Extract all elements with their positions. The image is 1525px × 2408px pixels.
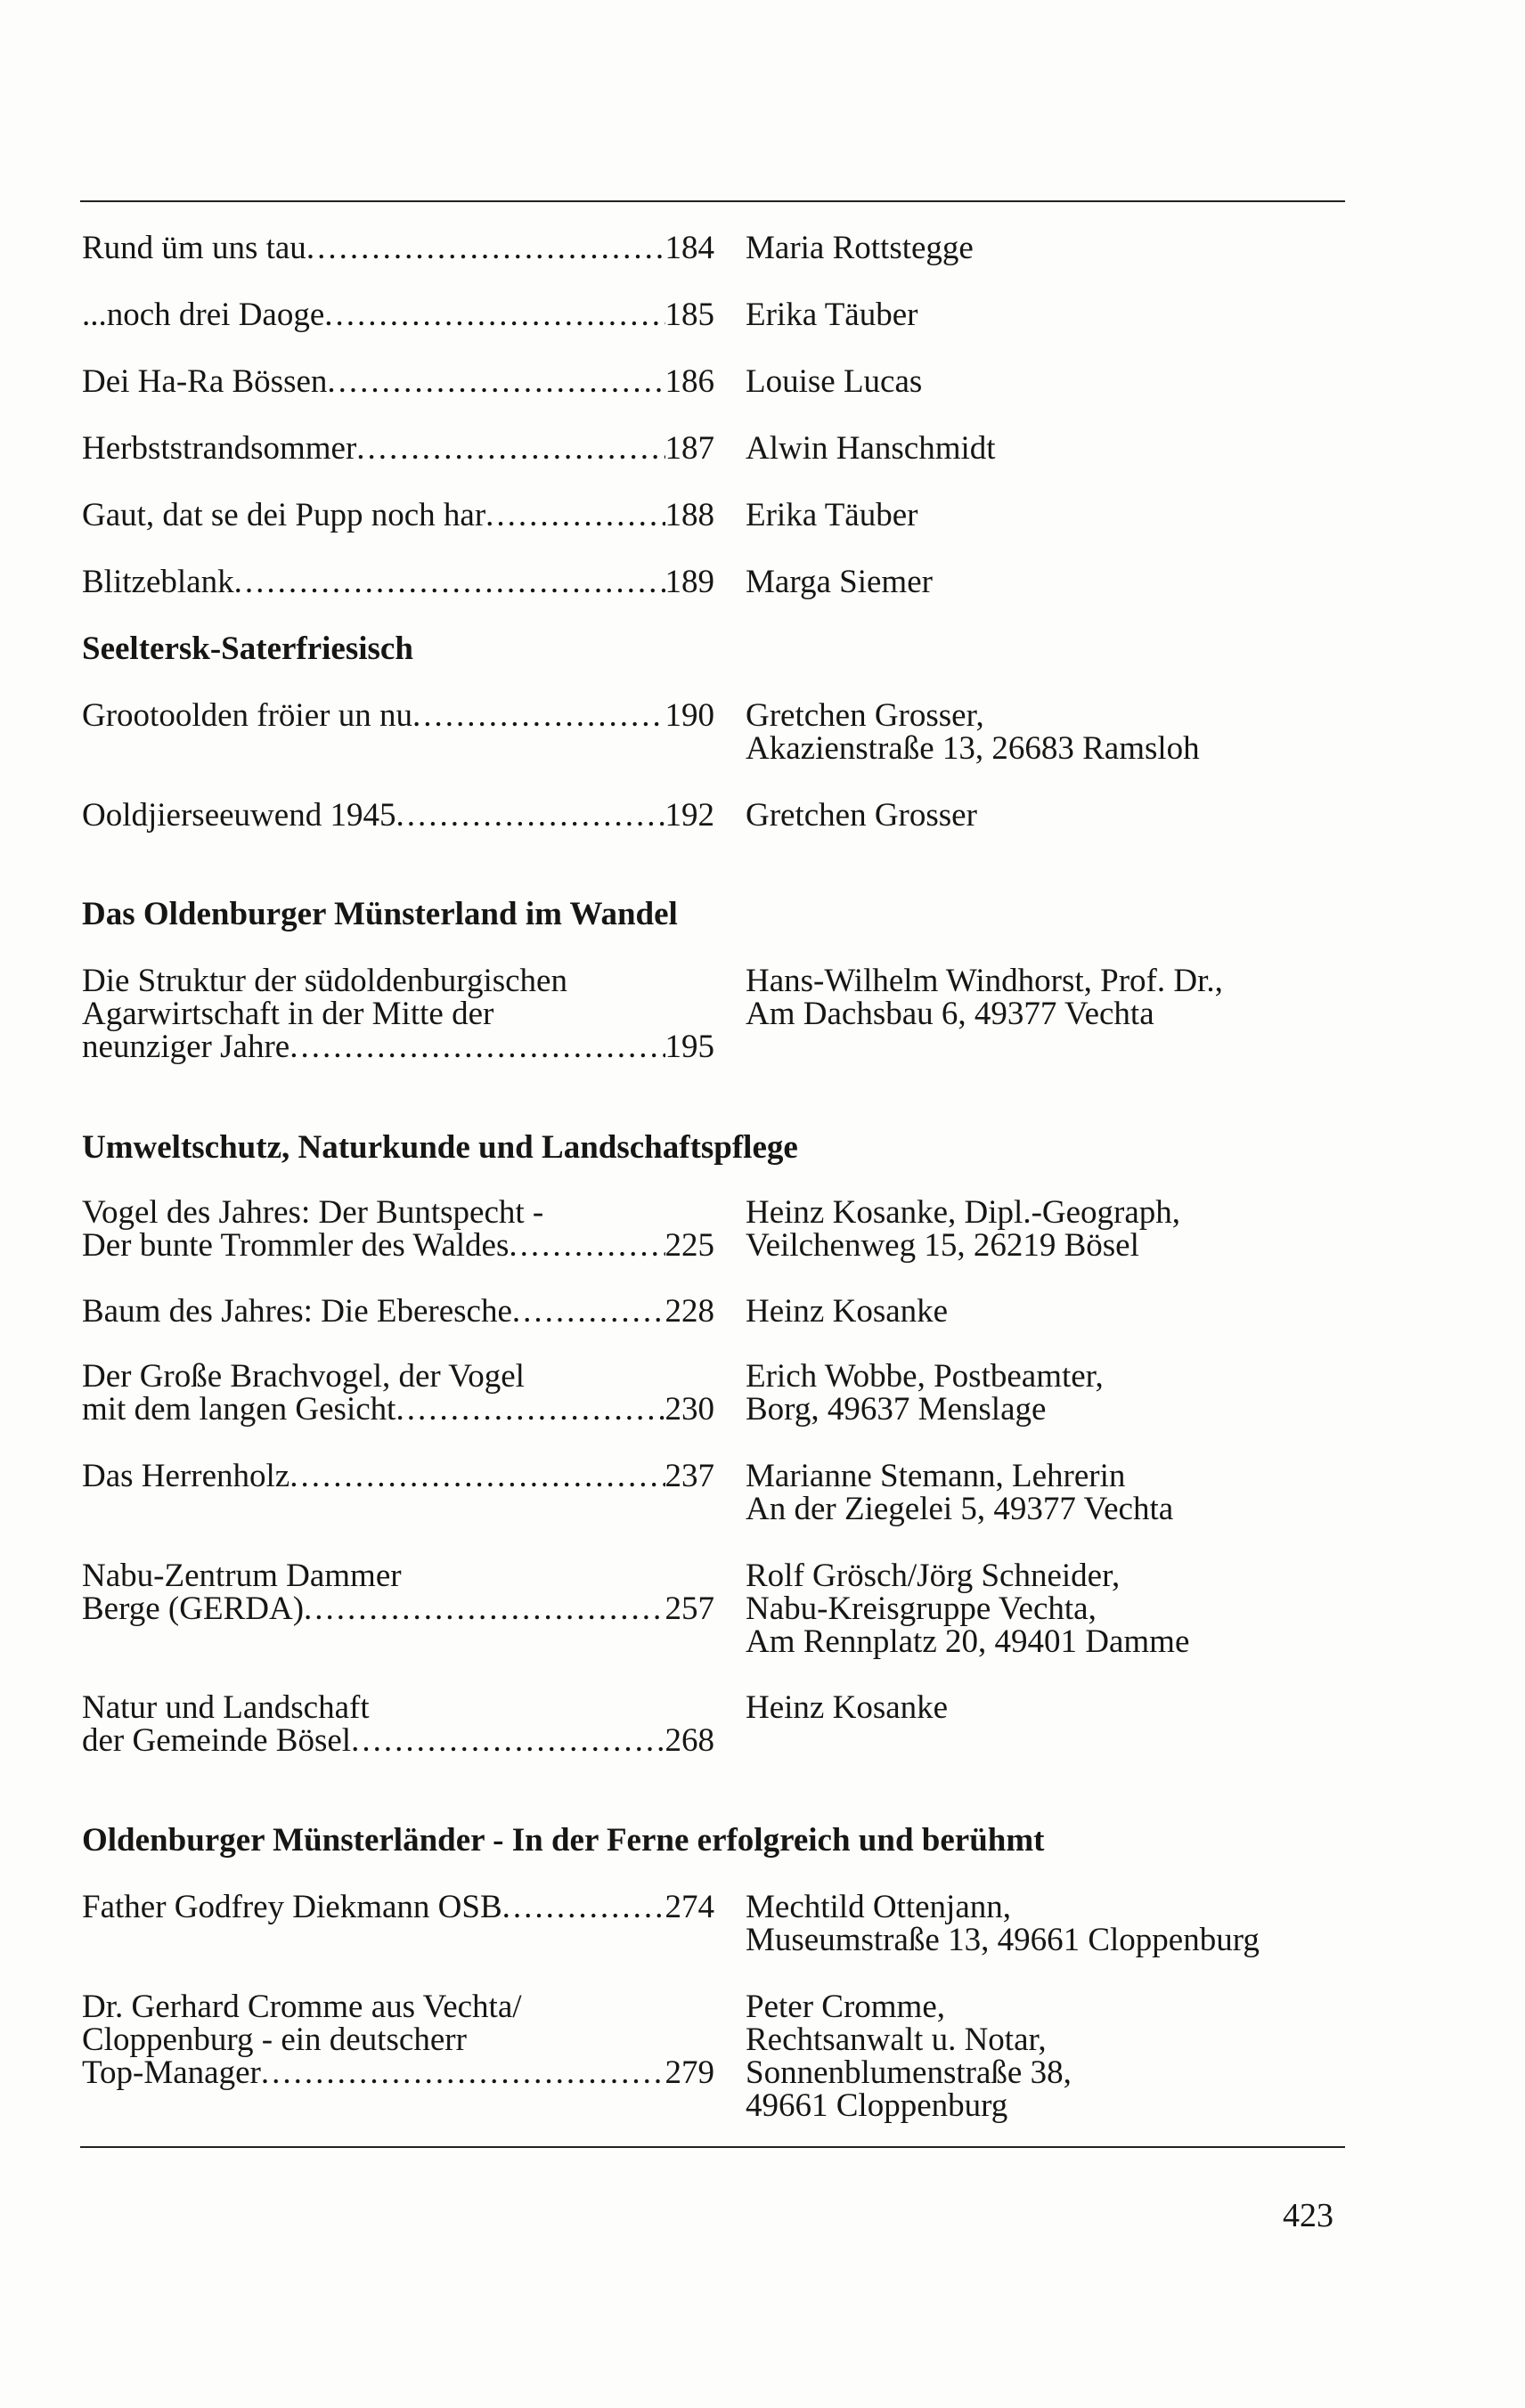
top-rule: [80, 200, 1345, 202]
entry-author: [746, 499, 1360, 532]
entry-title: [82, 1691, 714, 1757]
author-line: Heinz Kosanke, Dipl.-Geograph,: [746, 1194, 1181, 1231]
entry-title: [82, 1196, 714, 1262]
entry-page: 279: [665, 2054, 714, 2091]
author-line: Rolf Grösch/Jörg Schneider,: [746, 1558, 1121, 1594]
entry-title-text: Gaut, dat se dei Pupp noch har: [82, 497, 486, 533]
author-line: Alwin Hanschmidt: [746, 430, 996, 467]
entry-title-text: Herbststrandsommer: [82, 430, 357, 467]
entry-title-line: Agarwirtschaft in der Mitte der: [82, 996, 494, 1032]
author-line: Maria Rottstegge: [746, 230, 974, 266]
entry-author: [746, 432, 1360, 465]
entry-page: 184: [665, 230, 714, 266]
entry-title-line: Vogel des Jahres: Der Buntspecht -: [82, 1194, 544, 1231]
entry-title: [82, 1460, 714, 1493]
author-line: Erika Täuber: [746, 497, 918, 533]
dot-leader: [356, 432, 665, 465]
entry-title-text: Das Herrenholz: [82, 1458, 290, 1494]
entry-author: [746, 1891, 1360, 1956]
entry-author: [746, 298, 1360, 331]
author-line: Hans-Wilhelm Windhorst, Prof. Dr.,: [746, 963, 1223, 999]
dot-leader: [412, 699, 665, 732]
entry-title-text: Rund üm uns tau: [82, 230, 306, 266]
entry-page: 185: [665, 297, 714, 333]
dot-leader: [304, 1592, 665, 1625]
entry-title: [82, 565, 714, 598]
author-line: Heinz Kosanke: [746, 1689, 949, 1726]
entry-title-text: Dei Ha-Ra Bössen: [82, 363, 328, 400]
entry-page: 257: [665, 1590, 714, 1627]
entry-author: [746, 1990, 1360, 2122]
entry-page: 230: [665, 1391, 714, 1428]
entry-author: [746, 365, 1360, 398]
section-heading: Das Oldenburger Münsterland im Wandel: [82, 896, 678, 932]
dot-leader: [351, 1724, 665, 1757]
entry-title: [82, 1295, 714, 1328]
entry-title-text: neunziger Jahre: [82, 1029, 290, 1065]
entry-author: [746, 964, 1360, 1030]
dot-leader: [396, 799, 665, 832]
author-line: Peter Cromme,: [746, 1989, 946, 2025]
entry-title-text: Berge (GERDA): [82, 1590, 305, 1627]
author-line: Museumstraße 13, 49661 Cloppenburg: [746, 1922, 1260, 1958]
author-line: Marianne Stemann, Lehrerin: [746, 1458, 1126, 1494]
entry-title-line: Die Struktur der südoldenburgischen: [82, 963, 567, 999]
entry-title: [82, 964, 714, 1063]
dot-leader: [290, 1030, 665, 1063]
dot-leader: [290, 1460, 665, 1493]
author-line: Erika Täuber: [746, 297, 918, 333]
entry-title-text: ...noch drei Daoge: [82, 297, 325, 333]
entry-page: 274: [665, 1889, 714, 1925]
entry-title-text: Blitzeblank: [82, 564, 234, 600]
entry-title: [82, 1360, 714, 1426]
author-line: An der Ziegelei 5, 49377 Vechta: [746, 1491, 1174, 1527]
entry-title-text: Ooldjierseeuwend 1945: [82, 797, 396, 834]
entry-title: [82, 298, 714, 331]
entry-author: [746, 699, 1360, 765]
entry-title-line: Nabu-Zentrum Dammer: [82, 1558, 402, 1594]
entry-author: [746, 232, 1360, 264]
author-line: Erich Wobbe, Postbeamter,: [746, 1358, 1104, 1395]
entry-title-line: Dr. Gerhard Cromme aus Vechta/: [82, 1989, 522, 2025]
entry-author: [746, 1360, 1360, 1426]
dot-leader: [234, 565, 665, 598]
entry-title-line: Der Große Brachvogel, der Vogel: [82, 1358, 525, 1395]
entry-page: 228: [665, 1293, 714, 1330]
entry-page: 237: [665, 1458, 714, 1494]
author-line: Marga Siemer: [746, 564, 933, 600]
entry-title-text: Grootoolden fröier un nu: [82, 697, 412, 734]
entry-page: 189: [665, 564, 714, 600]
dot-leader: [485, 499, 665, 532]
entry-page: 187: [665, 430, 714, 467]
section-heading: Oldenburger Münsterländer - In der Ferne erfolgreich und berühmt: [82, 1822, 1045, 1859]
entry-title: [82, 1990, 714, 2089]
entry-title-line: Cloppenburg - ein deutscherr: [82, 2022, 467, 2058]
page-number: 423: [1283, 2197, 1333, 2234]
bottom-rule: [80, 2146, 1345, 2148]
author-line: 49661 Cloppenburg: [746, 2087, 1008, 2124]
author-line: Sonnenblumenstraße 38,: [746, 2054, 1072, 2091]
dot-leader: [512, 1295, 665, 1328]
dot-leader: [396, 1393, 665, 1426]
entry-title: [82, 232, 714, 264]
entry-author: [746, 565, 1360, 598]
entry-author: [746, 799, 1360, 832]
entry-author: [746, 1691, 1360, 1724]
entry-title: [82, 799, 714, 832]
entry-title: [82, 432, 714, 465]
entry-author: [746, 1295, 1360, 1328]
dot-leader: [509, 1229, 665, 1262]
dot-leader: [502, 1891, 665, 1924]
dot-leader: [261, 2056, 665, 2089]
entry-title-text: Father Godfrey Diekmann OSB: [82, 1889, 502, 1925]
author-line: Rechtsanwalt u. Notar,: [746, 2022, 1047, 2058]
entry-page: 190: [665, 697, 714, 734]
entry-page: 225: [665, 1227, 714, 1264]
entry-title-text: Top-Manager: [82, 2054, 261, 2091]
dot-leader: [306, 232, 665, 264]
entry-title-text: mit dem langen Gesicht: [82, 1391, 396, 1428]
author-line: Gretchen Grosser: [746, 797, 977, 834]
entry-title-text: Baum des Jahres: Die Eberesche: [82, 1293, 512, 1330]
section-heading: Seeltersk-Saterfriesisch: [82, 630, 413, 667]
dot-leader: [324, 298, 665, 331]
entry-page: 195: [665, 1029, 714, 1065]
author-line: Gretchen Grosser,: [746, 697, 984, 734]
entry-title: [82, 499, 714, 532]
author-line: Nabu-Kreisgruppe Vechta,: [746, 1590, 1097, 1627]
author-line: Akazienstraße 13, 26683 Ramsloh: [746, 730, 1200, 767]
entry-page: 192: [665, 797, 714, 834]
author-line: Louise Lucas: [746, 363, 923, 400]
entry-author: [746, 1196, 1360, 1262]
entry-title-text: der Gemeinde Bösel: [82, 1722, 352, 1759]
section-heading: Umweltschutz, Naturkunde und Landschaftspflege: [82, 1129, 798, 1166]
entry-author: [746, 1559, 1360, 1658]
author-line: Veilchenweg 15, 26219 Bösel: [746, 1227, 1139, 1264]
entry-title-line: Natur und Landschaft: [82, 1689, 370, 1726]
author-line: Mechtild Ottenjann,: [746, 1889, 1011, 1925]
entry-title: [82, 1891, 714, 1924]
author-line: Borg, 49637 Menslage: [746, 1391, 1047, 1428]
entry-page: 268: [665, 1722, 714, 1759]
entry-author: [746, 1460, 1360, 1525]
author-line: Heinz Kosanke: [746, 1293, 949, 1330]
entry-title: [82, 1559, 714, 1625]
author-line: Am Rennplatz 20, 49401 Damme: [746, 1623, 1190, 1660]
author-line: Am Dachsbau 6, 49377 Vechta: [746, 996, 1154, 1032]
entry-title-text: Der bunte Trommler des Waldes: [82, 1227, 510, 1264]
entry-page: 186: [665, 363, 714, 400]
entry-title: [82, 699, 714, 732]
dot-leader: [327, 365, 665, 398]
entry-title: [82, 365, 714, 398]
entry-page: 188: [665, 497, 714, 533]
